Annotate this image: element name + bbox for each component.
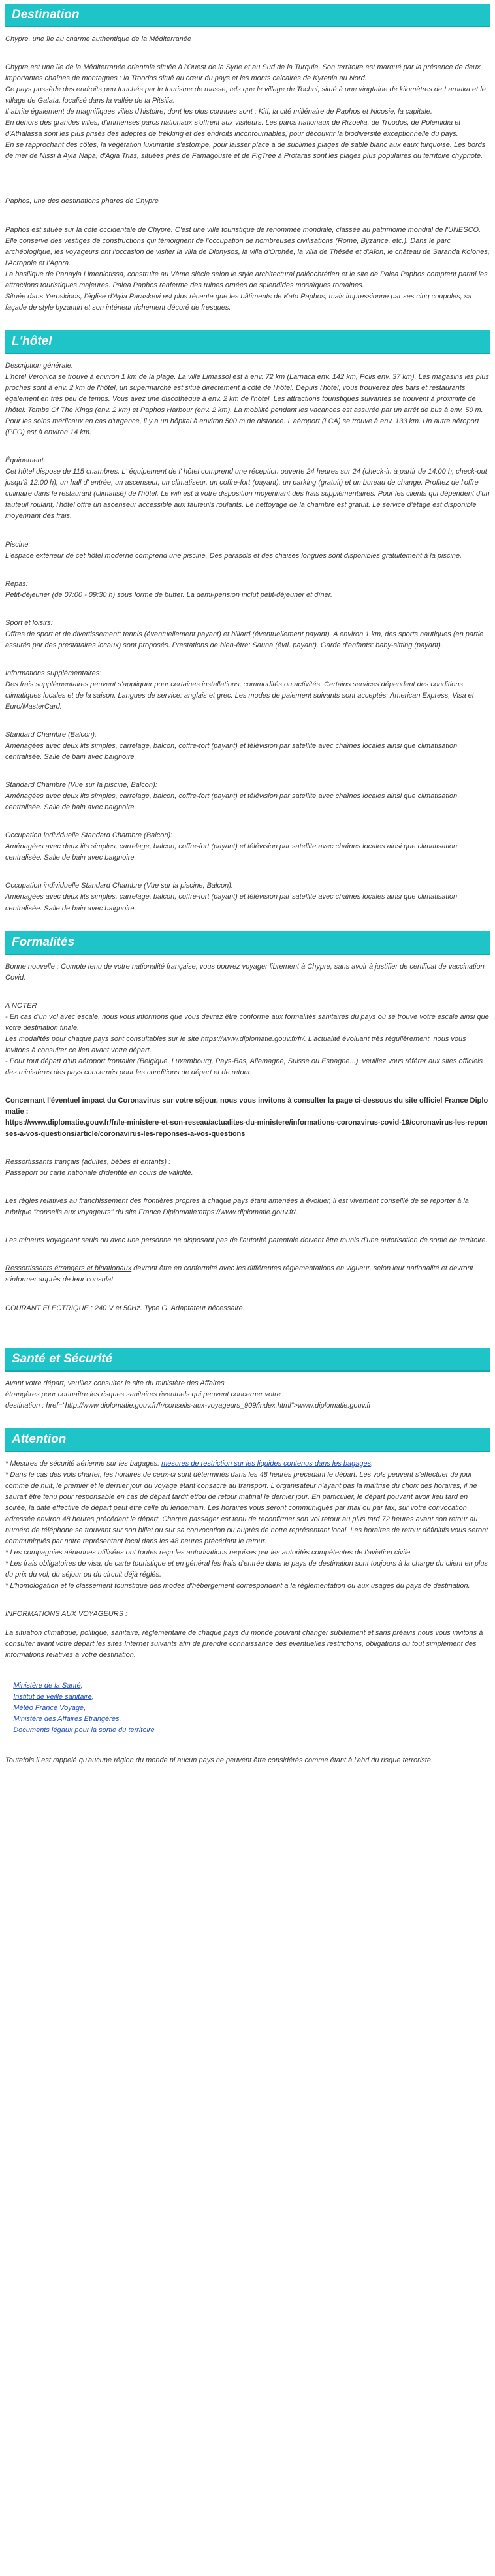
formalites-electric: COURANT ELECTRIQUE : 240 V et 50Hz. Type G. Adaptateur nécessaire. bbox=[5, 1304, 245, 1312]
formalites-note: A NOTER - En cas d'un vol avec escale, nous vous informons que vous devrez être conforme aux formalités sanitaires du pays où se trouve votre escale ainsi que votre destination finale. Les modalités pour chaque pays sont consultables sur le site https://www.diplomatie.gouv.fr/fr/. L'actualité évoluant très régulièrement, nous vous invitons à consulter ce lien avant votre départ. - Pour tout départ d'un aéroport frontalier (Belgique, Luxembourg, Pays-Bas, Allemagne, Suisse ou Espagne...), veuillez vous référer aux sites officiels des ministères des pays concernés pour les conditions de départ et de retour. bbox=[5, 1001, 489, 1076]
hotel-desc: L'hôtel Veronica se trouve à environ 1 km de la plage. La ville Limassol est à env. 72 km (Larnaca env. 142 km, Polis env. 37 km). Les magasins les plus proches sont à env. 2 km de l'hôtel, un supermarché est situé directement à côté de l'hôtel. Depuis l'hôtel, vous trouverez des bars et restaurants également en très peu de temps. Vous avez une discothèque à env. 2 km de l'hôtel. Les attractions touristiques suivantes se trouvent à proximité de l'hôtel: Tombs Of The Kings (env. 2 km) et Paphos Harbour (env. 2 km). La mobilité pendant les vacances est assurée par un arrêt de bus à env. 50 m. Pour les soins médicaux en cas d'urgence, il y a un hôpital à environ 500 m de distance. L'aéroport (LCA) se trouve à env. 133 km. Un autre aéroport (PFO) est à environ 14 km. bbox=[5, 372, 491, 437]
hotel-equip-label: Équipement: bbox=[5, 457, 46, 465]
attention-text: * Dans le cas des vols charter, les horaires de ceux-ci sont déterminés dans les 48 heures précédant le départ. Les vols peuvent s'effectuer de jour comme de nuit, le premier et le dernier jour du voyage étant consacré au transport. L'organisateur n'ayant pas la maîtrise du choix des horaires, il ne saurait être tenu pour responsable en cas de départ tardif et/ou de retour matinal le dernier jour. En particulier, le départ pouvant avoir lieu tard en soirée, la date effective de départ peut être celle du lendemain. Les horaires vous seront communiqués par mail ou par fax, sur votre convocation adressée environ 48 heures précédant le départ. Chaque passager est tenu de reconfirmer son vol retour au plus tard 72 heures avant son retour au numéro de téléphone se trouvant sur son billet ou sur sa convocation ou auprès de notre représentant local. Les horaires de retour définitifs vous seront communiqués par notre représentant local dans les 48 heures précédant le retour. * Les compagnies aériennes utilisées ont toutes reçu les autorisations requises par les autorités compétentes de l'aviation civile. * Les frais obligatoires de visa, de carte touristique et en général les frais d'entrée dans le pays de destination sont toujours à la charge du client en plus du prix du vol, du séjour ou du circuit déjà réglés. * L'homologation et le classement touristique des modes d'hébergement correspondent à la réglementation ou aux usages du pays de destination. bbox=[5, 1470, 488, 1590]
formalites-foreign-title: Ressortissants étrangers et binationaux bbox=[5, 1264, 132, 1273]
hotel-pool: L'espace extérieur de cet hôtel moderne comprend une piscine. Des parasols et des chaises longues sont disponibles gratuitement à la piscine. bbox=[5, 551, 462, 560]
room-desc: Aménagées avec deux lits simples, carrelage, balcon, coffre-fort (payant) et télévision par satellite avec chaînes locales ainsi que climatisation centralisée. Salle de bain avec baignoire. bbox=[5, 792, 460, 812]
formalites-fr-text: Passeport ou carte nationale d'identité en cours de validité. bbox=[5, 1169, 193, 1178]
formalites-minors: Les mineurs voyageant seuls ou avec une personne ne disposant pas de l'autorité parentale doivent être munis d'une autorisation de sortie de territoire. bbox=[5, 1236, 488, 1245]
sante-text: Avant votre départ, veuillez consulter le site du ministère des Affaires étrangères pour connaître les risques sanitaires éventuels qui peuvent concerner votre destination : href="http://www.diplomatie.gouv.fr/fr/conseils-aux-voyageurs_909/index.html">www.diplomatie.gouv.fr bbox=[5, 1379, 372, 1409]
hotel-info-label: Informations supplémentaires: bbox=[5, 669, 102, 677]
link-meteo-france[interactable]: Météo France Voyage bbox=[13, 1703, 84, 1712]
room-name: Occupation individuelle Standard Chambre (Balcon): bbox=[5, 831, 173, 840]
section-title-formalites: Formalités bbox=[5, 931, 490, 955]
formalites-foreign-text: devront être en conformité avec les différentes réglementations en vigueur, selon leur nationalité et devront s'informer auprès de leur consulat. bbox=[5, 1264, 475, 1284]
attention-links: Ministère de la Santé, Institut de veille sanitaire, Météo France Voyage, Ministère des Affaires Etrangères, Documents légaux pour la sortie du territoire bbox=[13, 1681, 155, 1734]
hotel-info: Des frais supplémentaires peuvent s'appliquer pour certaines installations, commodités ou activités. Certains services dépendent des conditions climatiques locales et de la saison. Langues de service: anglais et grec. Les modes de paiement suivants sont acceptés: American Express, Visa et Euro/MasterCard. bbox=[5, 680, 476, 711]
destination-text: Chypre est une île de la Méditerranée orientale située à l'Ouest de la Syrie et au Sud de la Turquie. Son territoire est marqué par la présence de deux importantes chaînes de montagnes : la Troodos situé au cœur du pays et les monts calcaires de Kyrenia au Nord. Ce pays possède des endroits peu touchés par le tourisme de masse, tels que le village de Tochni, situé à une vingtaine de kilomètres de Larnaka et le village de Galata, localisé dans la vallée de la Pitsilia. Il abrite également de magnifiques villes d'histoire, dont les plus connues sont : Kiti, la cité millénaire de Paphos et Nicosie, la capitale. En dehors des grandes villes, d'immenses parcs nationaux s'offrent aux visiteurs. Les parcs nationaux de Rizoelia, de Troodos, de Polemidia et d'Athalassa sont les plus prisés des adeptes de trekking et des endroits incontournables, pour découvrir la biodiversité exceptionnelle du pays. En se rapprochant des côtes, la végétation luxuriante s'estompe, pour laisser place à de sublimes plages de sable blanc aux eaux turquoise. Les bords de mer de Nissi à Ayia Napa, d'Agia Trias, situées près de Famagouste et de FigTree à Protaras sont les plages plus populaires du territoire chypriote. bbox=[5, 63, 486, 161]
destination-intro: Chypre, une île au charme authentique de la Méditerranée bbox=[5, 35, 191, 43]
formalites-covid: Concernant l'éventuel impact du Coronavirus sur votre séjour, nous vous invitons à consulter la page ci-dessous du site officiel France Diplomatie : https://www.diplomatie.gouv.fr/fr/le-ministere-et-son-reseau/actualites-du-ministere/informations-coronavirus-covid-19/coronavirus-les-reponses-a-vos-questions/article/coronavirus-les-reponses-a-vos-questions bbox=[5, 1097, 488, 1138]
hotel-meals: Petit-déjeuner (de 07:00 - 09:30 h) sous forme de buffet. La demi-pension inclut petit-déjeuner et dîner. bbox=[5, 590, 333, 599]
room-name: Standard Chambre (Balcon): bbox=[5, 731, 97, 739]
section-title-destination: Destination bbox=[5, 4, 490, 27]
formalites-foreign bbox=[5, 1263, 490, 1285]
link-documents-legaux[interactable]: Documents légaux pour la sortie du territoire bbox=[13, 1726, 155, 1734]
hotel-meals-label: Repas: bbox=[5, 579, 28, 588]
section-title-attention: Attention bbox=[5, 1428, 490, 1452]
paphos-text: Paphos est située sur la côte occidentale de Chypre. C'est une ville touristique de renommée mondiale, classée au patrimoine mondial de l'UNESCO. Elle conserve des vestiges de constructions qui témoignent de l'occupation de nombreuses civilisations (Rome, Byzance, etc.). Dans le parc archéologique, les voyageurs ont l'occasion de visiter la villa de Dionysos, la villa d'Orphée, la villa de Thésée et d'Aïon, le château de Saranda Kolones, l'Acropole et l'Agora. La basilique de Panayia Limeniotissa, construite au Vème siècle selon le style architectural paléochrétien et le site de Palea Paphos comptent parmi les attractions touristiques majeures. Palea Paphos renferme des ruines ornées de splendides mosaïques romaines. Située dans Yeroskipos, l'église d'Ayia Paraskevi est plus récente que les bâtiments de Kato Paphos, mais impressionne par ses cinq coupoles, sa façade de style byzantin et son intérieur richement décoré de fresques. bbox=[5, 225, 490, 312]
attention-info-text: La situation climatique, politique, sanitaire, réglementaire de chaque pays du monde pouvant changer subitement et sans préavis nous vous invitons à consulter avant votre départ les sites Internet suivants afin de prendre connaissance des éventuelles restrictions, obligations ou tout simplement des informations relatives à votre destination. bbox=[5, 1629, 485, 1660]
room-desc: Aménagées avec deux lits simples, carrelage, balcon, coffre-fort (payant) et télévision par satellite avec chaînes locales ainsi que climatisation centralisée. Salle de bain avec baignoire. bbox=[5, 843, 460, 862]
attention-info-title: INFORMATIONS AUX VOYAGEURS : bbox=[5, 1610, 128, 1618]
link-ministere-sante[interactable]: Ministère de la Santé bbox=[13, 1681, 81, 1690]
hotel-pool-label: Piscine: bbox=[5, 540, 31, 549]
destination-subtitle: Paphos, une des destinations phares de Chypre bbox=[5, 197, 159, 206]
hotel-sport: Offres de sport et de divertissement: tennis (éventuellement payant) et billard (éventuellement payant). A environ 1 km, des sports nautiques (en partie assurés par des prestataires locaux) sont proposés. Prestations de bien-être: Sauna (évtl. payant). Garde d'enfants: baby-sitting (payant). bbox=[5, 630, 486, 649]
room-desc: Aménagées avec deux lits simples, carrelage, balcon, coffre-fort (payant) et télévision par satellite avec chaînes locales ainsi que climatisation centralisée. Salle de bain avec baignoire. bbox=[5, 742, 460, 762]
room-name: Occupation individuelle Standard Chambre (Vue sur la piscine, Balcon): bbox=[5, 882, 233, 890]
hotel-equip: Cet hôtel dispose de 115 chambres. L' équipement de l' hôtel comprend une réception ouverte 24 heures sur 24 (check-in à partir de 14:00 h, check-out jusqu'à 12:00 h), un hall d' entrée, un ascenseur, un climatiseur, un coffre-fort (payant), un parking (gratuit) et un bureau de change. Profitez de l'offre culinaire dans le restaurant (climatisé) de l'hôtel. Le wifi est à votre disposition moyennant des frais supplémentaires. Pour les clients qui dépendent d'un fauteuil roulant, l'hôtel offre un ascenseur accessible aux fauteuils roulants. Le nettoyage de la chambre est gratuit. Le service d'étage est disponible moyennant des frais. bbox=[5, 468, 492, 521]
room-desc: Aménagées avec deux lits simples, carrelage, balcon, coffre-fort (payant) et télévision par satellite avec chaînes locales ainsi que climatisation centralisée. Salle de bain avec baignoire. bbox=[5, 893, 460, 912]
formalites-p1: Bonne nouvelle : Compte tenu de votre nationalité française, vous pouvez voyager librement à Chypre, sans avoir à justifier de certificat de vaccination Covid. bbox=[5, 962, 487, 982]
link-affaires-etrangeres[interactable]: Ministère des Affaires Etrangères bbox=[13, 1715, 120, 1723]
attention-terror: Toutefois il est rappelé qu'aucune région du monde ni aucun pays ne peuvent être considérés comme étant à l'abri du risque terroriste. bbox=[5, 1756, 434, 1764]
hotel-sport-label: Sport et loisirs: bbox=[5, 619, 53, 627]
hotel-desc-label: Description générale: bbox=[5, 361, 73, 370]
baggage-liquids-link[interactable]: mesures de restriction sur les liquides contenus dans les bagages bbox=[161, 1459, 372, 1468]
section-title-sante: Santé et Sécurité bbox=[5, 1348, 490, 1372]
attention-baggage: * Mesures de sécurité aérienne sur les bagages: mesures de restriction sur les liquides contenus dans les bagages. bbox=[5, 1459, 374, 1468]
formalites-rules: Les règles relatives au franchissement des frontières propres à chaque pays étant amenées à évoluer, il est vivement conseillé de se reporter à la rubrique "conseils aux voyageurs" du site France Diplomatie:https://www.diplomatie.gouv.fr/. bbox=[5, 1197, 471, 1217]
link-veille-sanitaire[interactable]: Institut de veille sanitaire bbox=[13, 1692, 92, 1701]
room-name: Standard Chambre (Vue sur la piscine, Balcon): bbox=[5, 781, 157, 790]
section-title-hotel: L'hôtel bbox=[5, 330, 490, 354]
formalites-fr-title: Ressortissants français (adultes, bébés et enfants) : bbox=[5, 1158, 171, 1167]
